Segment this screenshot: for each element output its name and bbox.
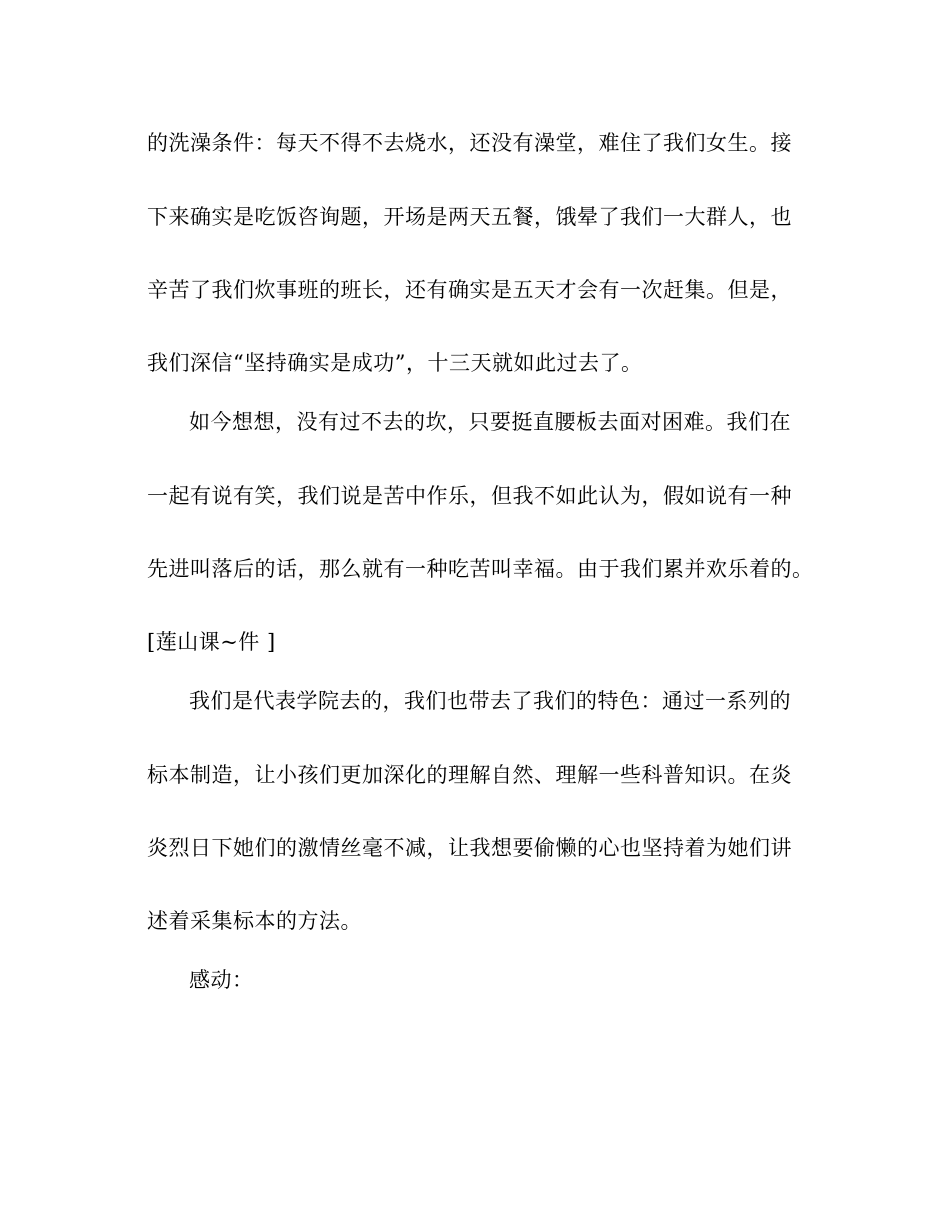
- text-line: 述着采集标本的方法。: [147, 909, 362, 933]
- text-line: 先进叫落后的话，那么就有一种吃苦叫幸福。由于我们累并欢乐着的。: [147, 557, 814, 581]
- source-tag: [莲山课~件 ]: [147, 630, 276, 654]
- text-line: 的洗澡条件：每天不得不去烧水，还没有澡堂，难住了我们女生。接: [147, 131, 792, 155]
- text-line: 我们深信“坚持确实是成功”，十三天就如此过去了。: [147, 351, 643, 375]
- text-line: 炎烈日下她们的激情丝毫不减，让我想要偷懒的心也坚持着为她们讲: [147, 836, 792, 860]
- text-line: 标本制造，让小孩们更加深化的理解自然、理解一些科普知识。在炎: [147, 763, 792, 787]
- section-heading: 感动：: [189, 968, 254, 992]
- text-line: 辛苦了我们炊事班的班长，还有确实是五天才会有一次赶集。但是，: [147, 278, 792, 302]
- text-line: 如今想想，没有过不去的坎，只要挺直腰板去面对困难。我们在: [189, 410, 791, 434]
- text-line: 我们是代表学院去的，我们也带去了我们的特色：通过一系列的: [189, 689, 791, 713]
- text-line: 下来确实是吃饭咨询题，开场是两天五餐，饿晕了我们一大群人，也: [147, 205, 792, 229]
- text-line: 一起有说有笑，我们说是苦中作乐，但我不如此认为，假如说有一种: [147, 484, 792, 508]
